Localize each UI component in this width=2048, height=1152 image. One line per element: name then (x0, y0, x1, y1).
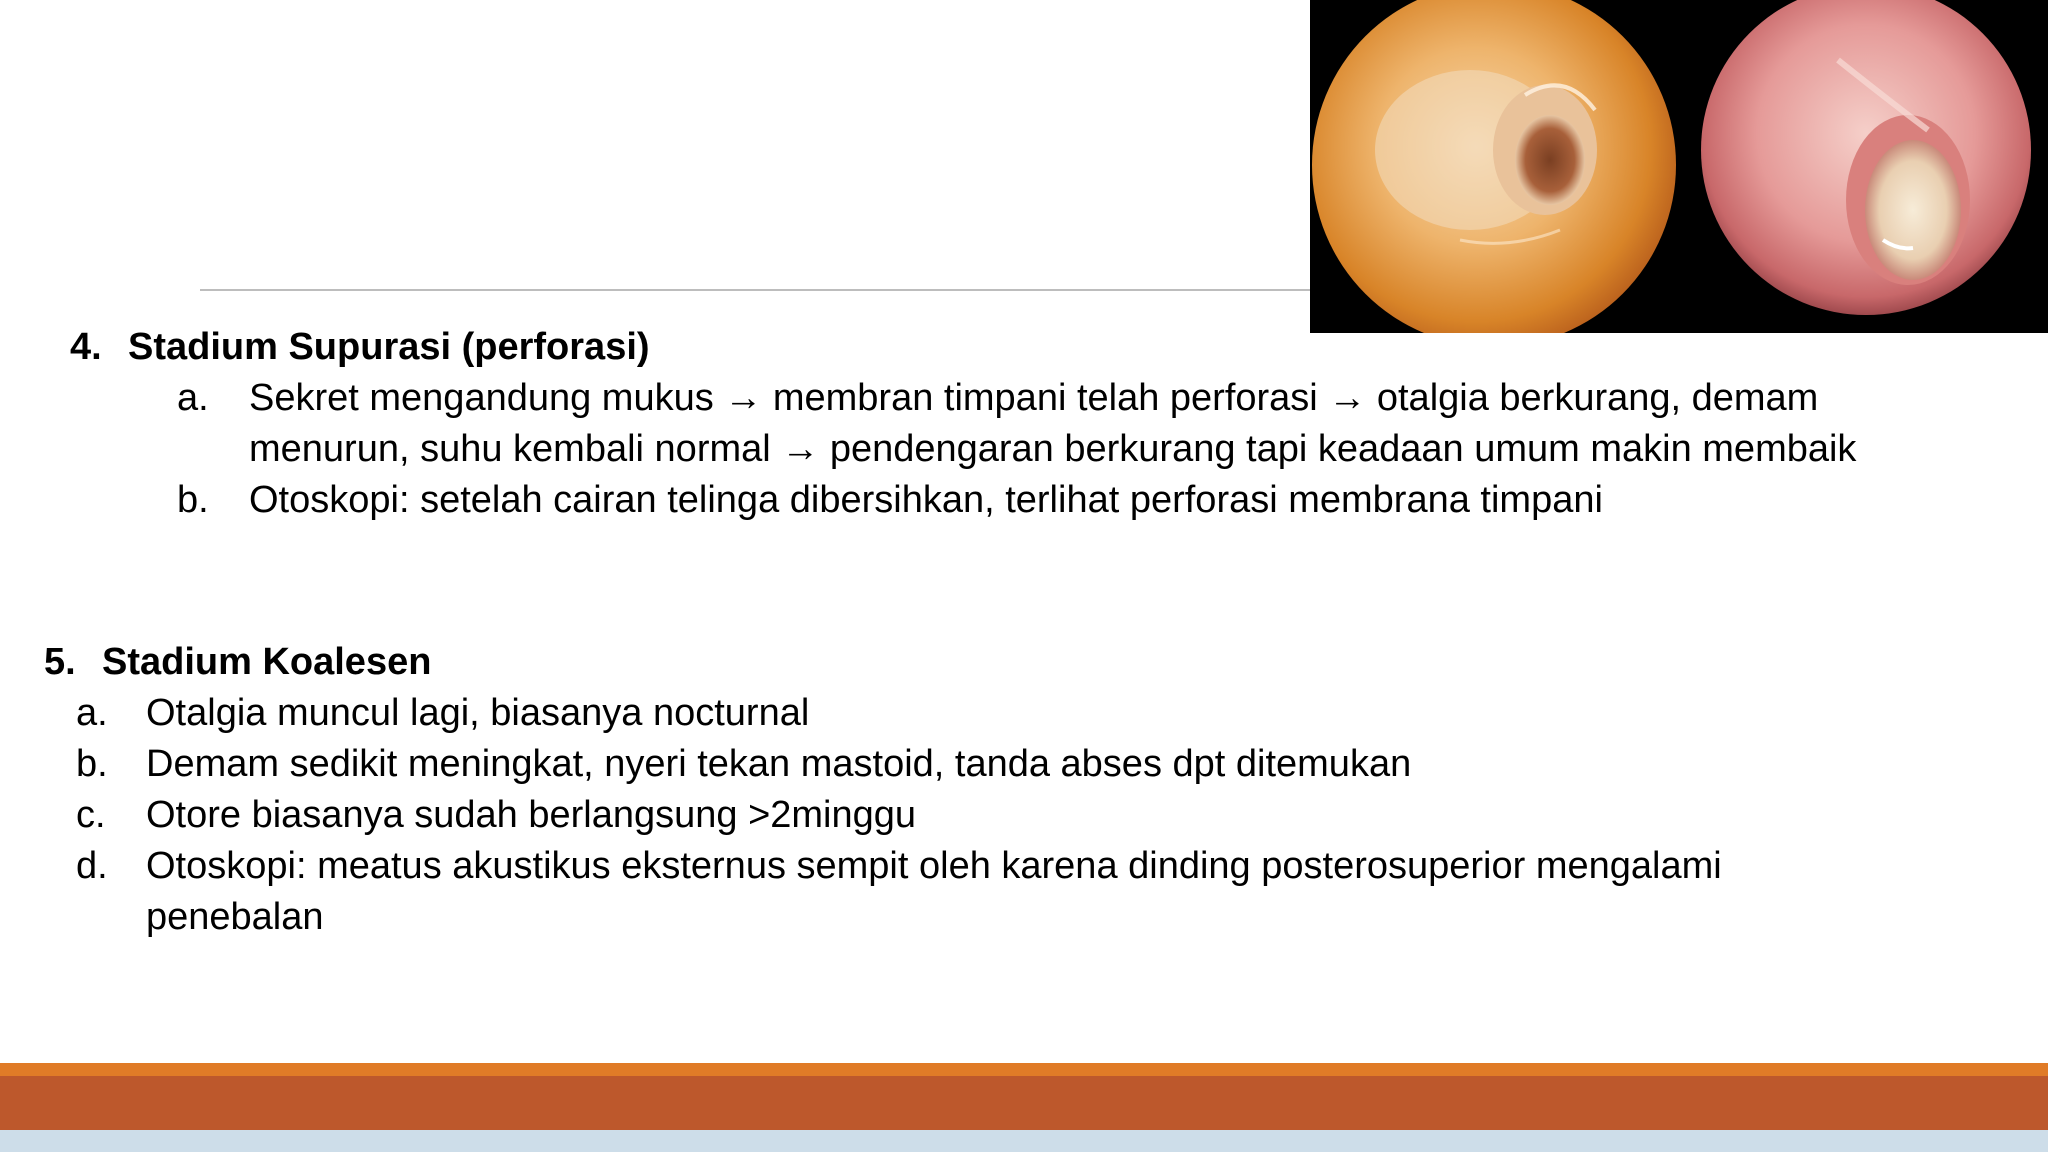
item-line: Sekret mengandung mukus → membran timpani telah perforasi → otalgia berkurang, demam (249, 377, 1819, 419)
item-marker: b. (177, 479, 209, 521)
section-5-number: 5. (44, 641, 76, 683)
footer-band-orange (0, 1063, 2048, 1076)
item-marker: a. (177, 377, 209, 419)
section-5-item-c (0, 790, 1960, 841)
otoscopy-image-left (1310, 0, 1678, 333)
title-divider (200, 289, 1310, 291)
item-marker: a. (76, 692, 108, 734)
item-line: menurun, suhu kembali normal → pendengaran berkurang tapi keadaan umum makin membaik (249, 428, 1857, 470)
item-line: Otalgia muncul lagi, biasanya nocturnal (146, 692, 810, 734)
section-5-item-b (0, 739, 1960, 790)
item-line: penebalan (146, 896, 324, 938)
item-line: Otoskopi: meatus akustikus eksternus sempit oleh karena dinding posterosuperior mengalami (146, 845, 1722, 887)
section-4-item-b (0, 475, 1960, 526)
item-marker: c. (76, 794, 106, 836)
section-4-title: Stadium Supurasi (perforasi) (128, 326, 650, 368)
item-line: Otoskopi: setelah cairan telinga dibersihkan, terlihat perforasi membrana timpani (249, 479, 1603, 521)
section-5-item-d (0, 841, 1960, 943)
section-5-item-a (0, 688, 1960, 739)
section-5-heading (0, 637, 1960, 688)
section-5-block (0, 637, 1960, 943)
item-line: Demam sedikit meningkat, nyeri tekan mastoid, tanda abses dpt ditemukan (146, 743, 1412, 785)
section-4-number: 4. (70, 326, 102, 368)
section-4-item-a (0, 373, 1960, 475)
item-marker: b. (76, 743, 108, 785)
section-4-block (0, 322, 1960, 526)
item-marker: d. (76, 845, 108, 887)
footer-band-light (0, 1130, 2048, 1152)
otoscopy-image-right (1678, 0, 2048, 333)
section-5-title: Stadium Koalesen (102, 641, 432, 683)
footer-band-rust (0, 1076, 2048, 1130)
item-line: Otore biasanya sudah berlangsung >2minggu (146, 794, 917, 836)
section-4-heading (0, 322, 1960, 373)
